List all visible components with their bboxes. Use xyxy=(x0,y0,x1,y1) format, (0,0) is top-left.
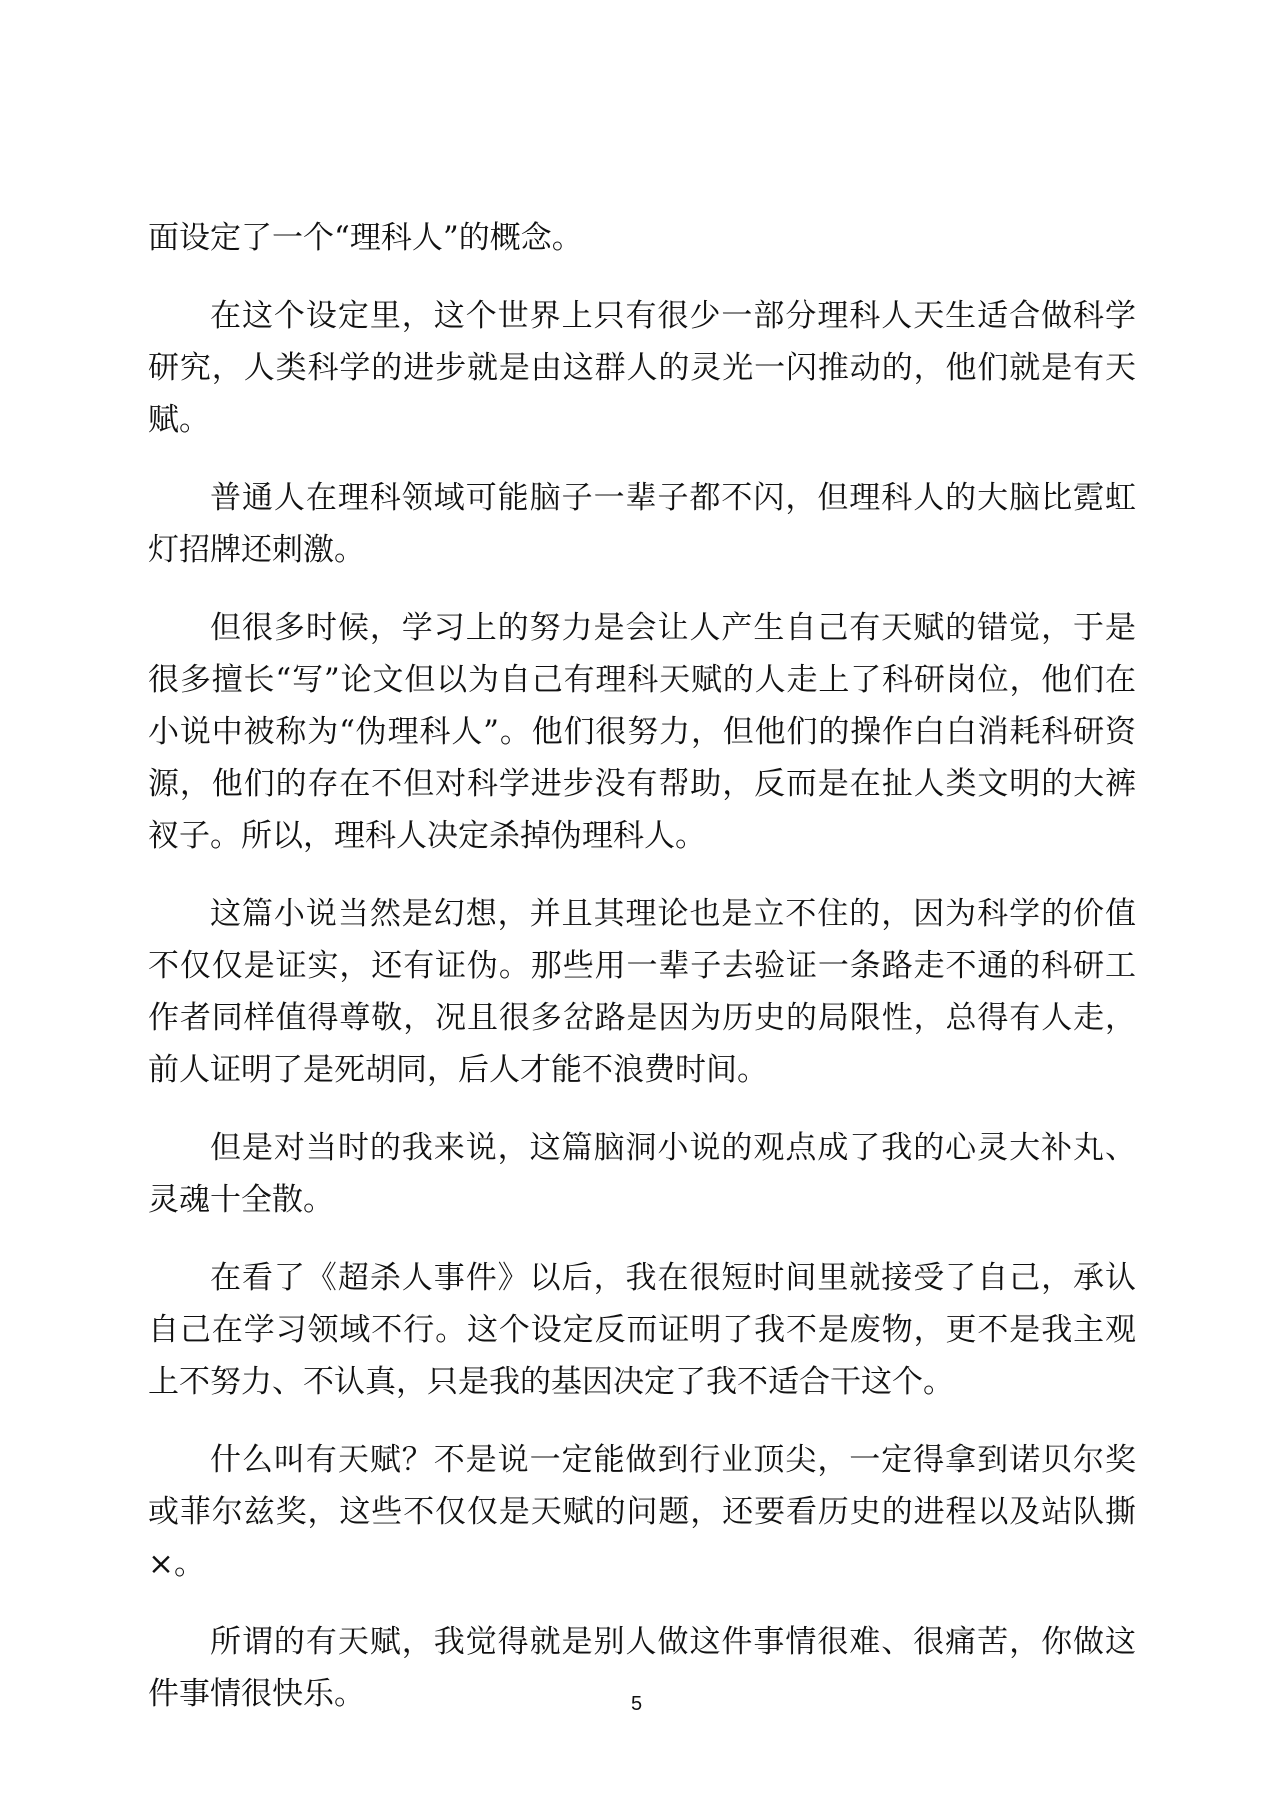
paragraph-4: 但很多时候，学习上的努力是会让人产生自己有天赋的错觉，于是很多擅长“写”论文但以为自己有理科天赋的人走上了科研岗位，他们在小说中被称为“伪理科人”。他们很努力，但他们的操作白白消耗科研资源，他们的存在不但对科学进步没有帮助，反而是在扯人类文明的大裤衩子。所以，理科人决定杀掉伪理科人。 xyxy=(148,610,1136,854)
paragraph-2: 在这个设定里，这个世界上只有很少一部分理科人天生适合做科学研究，人类科学的进步就是由这群人的灵光一闪推动的，他们就是有天赋。 xyxy=(148,298,1136,438)
paragraph-6: 但是对当时的我来说，这篇脑洞小说的观点成了我的心灵大补丸、灵魂十全散。 xyxy=(148,1130,1136,1218)
body-text xyxy=(148,212,1136,1746)
paragraph-9: 所谓的有天赋，我觉得就是别人做这件事情很难、很痛苦，你做这件事情很快乐。 xyxy=(148,1624,1136,1712)
paragraph-1: 面设定了一个“理科人”的概念。 xyxy=(148,220,583,256)
paragraph-8: 什么叫有天赋？不是说一定能做到行业顶尖，一定得拿到诺贝尔奖或菲尔兹奖，这些不仅仅是天赋的问题，还要看历史的进程以及站队撕×。 xyxy=(148,1442,1136,1582)
paragraph-3: 普通人在理科领域可能脑子一辈子都不闪，但理科人的大脑比霓虹灯招牌还刺激。 xyxy=(148,480,1136,568)
page-number: 5 xyxy=(630,1693,643,1715)
paragraph-7: 在看了《超杀人事件》以后，我在很短时间里就接受了自己，承认自己在学习领域不行。这个设定反而证明了我不是废物，更不是我主观上不努力、不认真，只是我的基因决定了我不适合干这个。 xyxy=(148,1260,1136,1400)
paragraph-5: 这篇小说当然是幻想，并且其理论也是立不住的，因为科学的价值不仅仅是证实，还有证伪。那些用一辈子去验证一条路走不通的科研工作者同样值得尊敬，况且很多岔路是因为历史的局限性，总得有人走，前人证明了是死胡同，后人才能不浪费时间。 xyxy=(148,896,1136,1088)
